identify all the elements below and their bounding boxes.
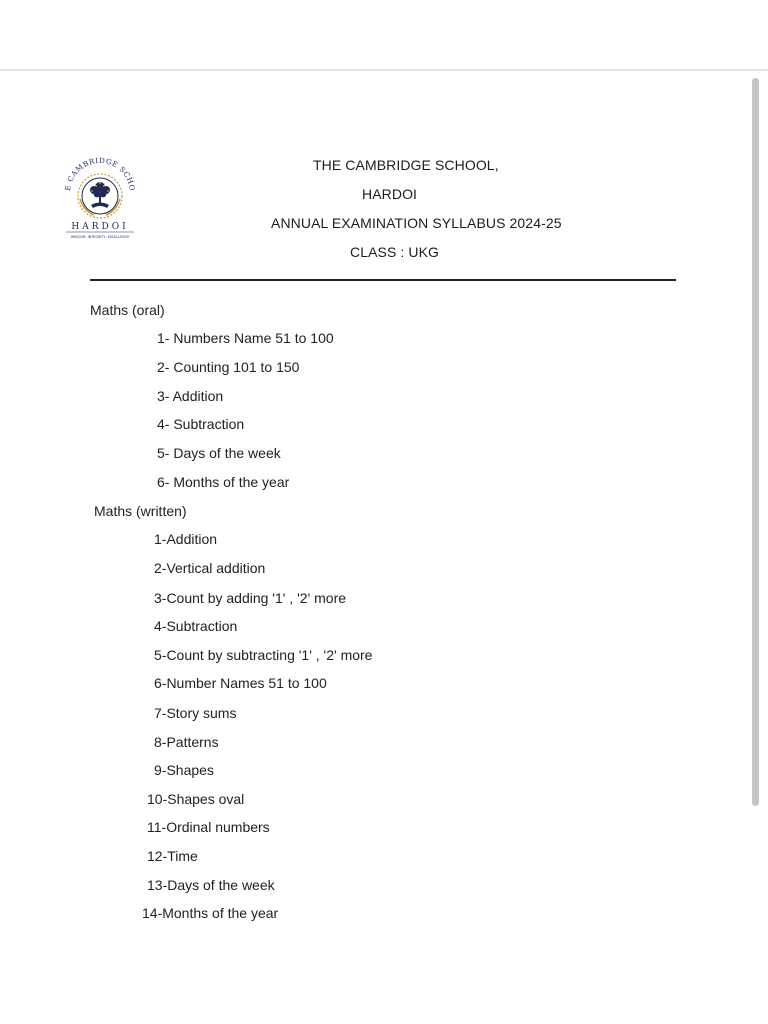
list-item: 3- Addition bbox=[157, 388, 224, 404]
list-item: 8-Patterns bbox=[154, 734, 219, 750]
list-item: 10-Shapes oval bbox=[147, 791, 245, 807]
list-item: 5-Count by subtracting '1' , '2' more bbox=[154, 647, 373, 663]
scrollbar-thumb[interactable] bbox=[752, 78, 759, 806]
list-item: 6-Number Names 51 to 100 bbox=[154, 675, 327, 691]
list-item: 2- Counting 101 to 150 bbox=[157, 359, 300, 375]
list-item: 3-Count by adding '1' , '2' more bbox=[154, 590, 347, 606]
list-item: 14-Months of the year bbox=[142, 905, 279, 921]
list-item: 9-Shapes bbox=[154, 762, 214, 778]
class-label: CLASS : UKG bbox=[350, 244, 440, 260]
list-item: 1- Numbers Name 51 to 100 bbox=[157, 330, 334, 346]
list-item: 4-Subtraction bbox=[154, 618, 238, 634]
list-item: 7-Story sums bbox=[154, 705, 237, 721]
list-item: 1-Addition bbox=[154, 531, 218, 547]
logo-motto: WISDOM, INTEGRITY, EXCELLENCE bbox=[70, 235, 130, 239]
header-rule bbox=[90, 279, 676, 281]
logo-city-text: HARDOI bbox=[71, 222, 129, 232]
list-item: 13-Days of the week bbox=[147, 877, 275, 893]
section-title-oral: Maths (oral) bbox=[90, 302, 165, 318]
list-item: 11-Ordinal numbers bbox=[147, 819, 270, 835]
list-item: 2-Vertical addition bbox=[154, 560, 266, 576]
section-title-written: Maths (written) bbox=[94, 503, 187, 519]
school-name: THE CAMBRIDGE SCHOOL, bbox=[313, 157, 499, 173]
logo-arc-text: E CAMBRIDGE SCHO bbox=[63, 155, 138, 192]
school-city: HARDOI bbox=[362, 186, 418, 202]
school-logo bbox=[62, 153, 138, 245]
list-item: 6- Months of the year bbox=[157, 474, 290, 490]
list-item: 5- Days of the week bbox=[157, 445, 281, 461]
top-divider bbox=[0, 69, 768, 71]
list-item: 4- Subtraction bbox=[157, 416, 245, 432]
exam-title: ANNUAL EXAMINATION SYLLABUS 2024-25 bbox=[271, 215, 562, 231]
list-item: 12-Time bbox=[147, 848, 198, 864]
